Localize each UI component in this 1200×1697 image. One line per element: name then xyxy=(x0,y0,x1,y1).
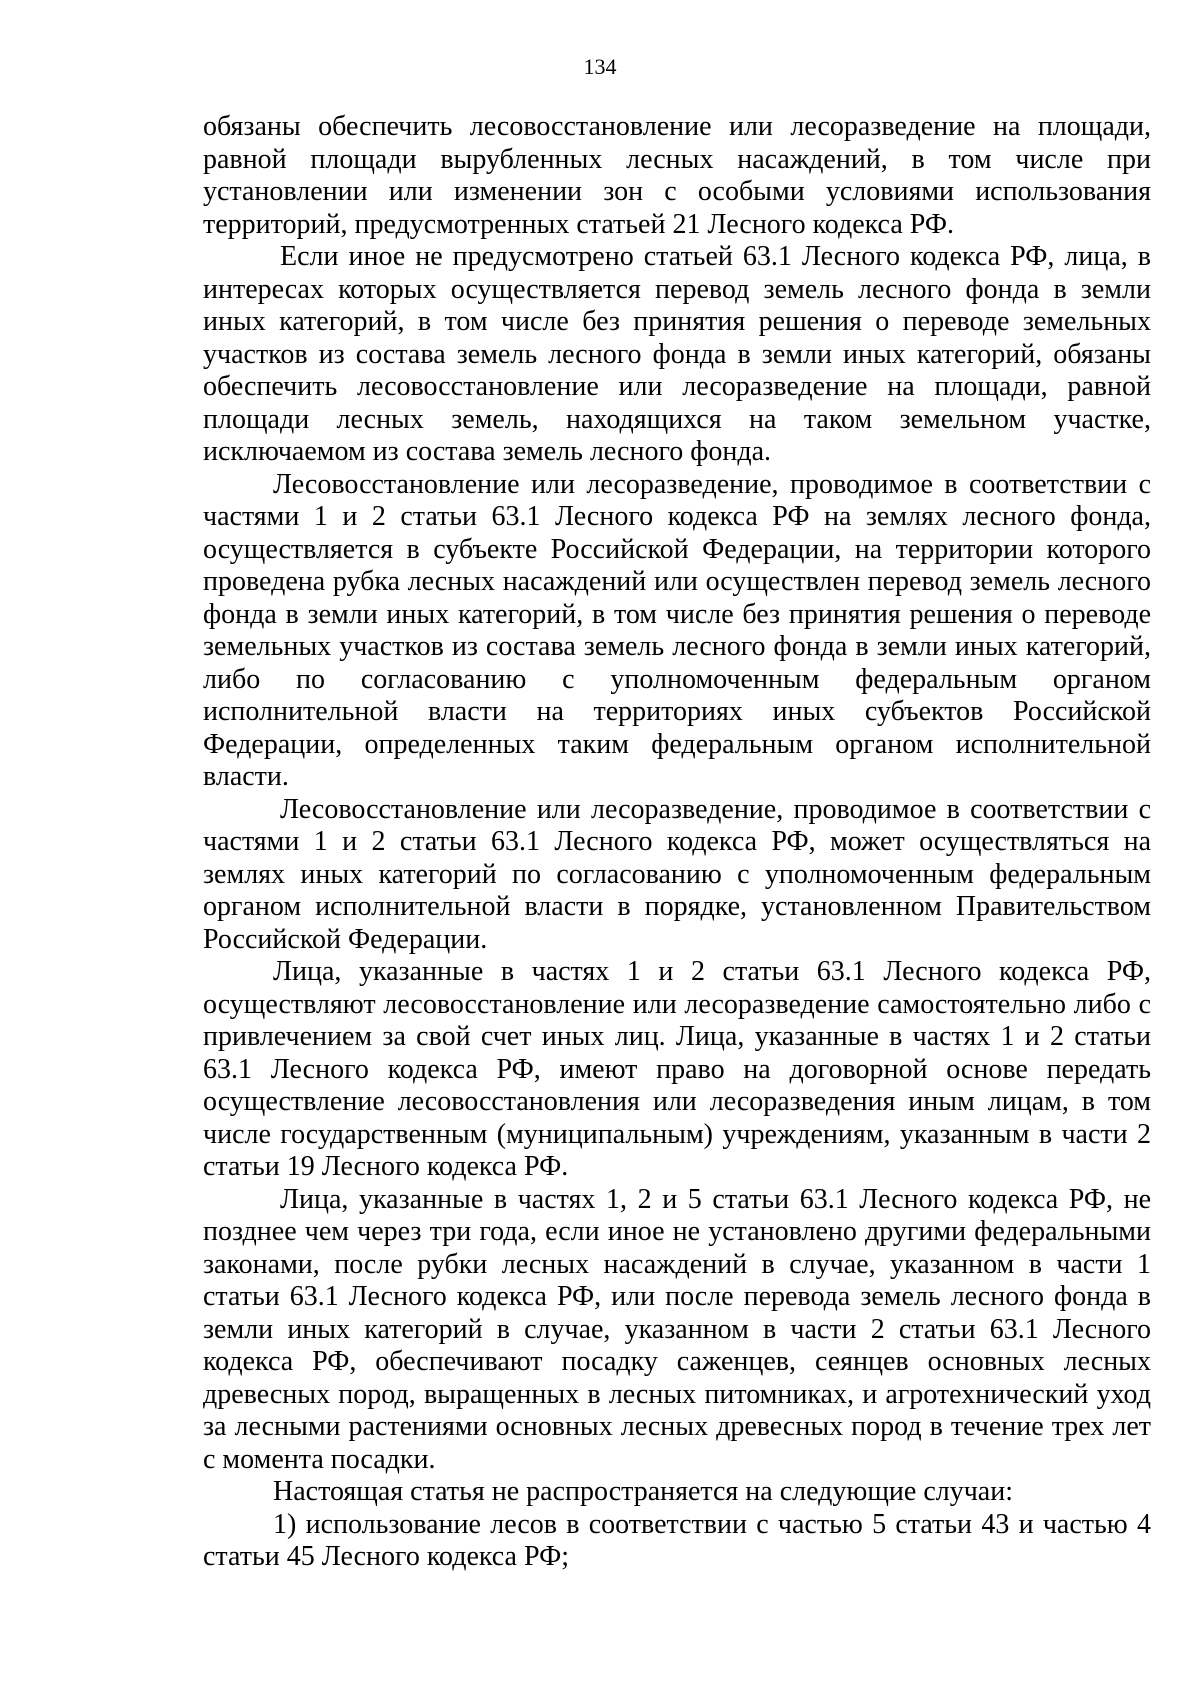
paragraph-other-categories: Лесовосстановление или лесоразведение, проводимое в соответствии с частями 1 и 2 статьи 63.1 Лесного кодекса РФ, может осуществляться на землях иных категорий по согласованию с уполномоченным федеральным органом исполнительной власти в порядке, установленном Правительством Российской Федерации. xyxy=(203,793,1151,955)
paragraph-persons-parts-1-2: Лица, указанные в частях 1 и 2 статьи 63.1 Лесного кодекса РФ, осуществляют лесовосстановление или лесоразведение самостоятельно либо с привлечением за свой счет иных лиц. Лица, указанные в частях 1 и 2 статьи 63.1 Лесного кодекса РФ, имеют право на договорной основе передать осуществление лесовосстановления или лесоразведения иным лицам, в том числе государственным (муниципальным) учреждениям, указанным в части 2 статьи 19 Лесного кодекса РФ. xyxy=(203,956,1151,1182)
paragraph-land-transfer: Если иное не предусмотрено статьей 63.1 Лесного кодекса РФ, лица, в интересах которых осуществляется перевод земель лесного фонда в земли иных категорий, в том числе без принятия решения о переводе земельных участков из состава земель лесного фонда в земли иных категорий, обязаны обеспечить лесовосстановление или лесоразведение на площади, равной площади лесных земель, находящихся на таком земельном участке, исключаемом из состава земель лесного фонда. xyxy=(203,241,1151,467)
paragraph-continuation: обязаны обеспечить лесовосстановление или лесоразведение на площади, равной площади вырубленных лесных насаждений, в том числе при установлении или изменении зон с особыми условиями использования территорий, предусмотренных статьей 21 Лесного кодекса РФ. xyxy=(203,111,1151,240)
paragraph-exclusions-intro: Настоящая статья не распространяется на следующие случаи: xyxy=(273,1476,1013,1507)
document-body xyxy=(203,111,1151,1574)
page-number: 134 xyxy=(583,54,617,79)
list-item-exclusion-1: 1) использование лесов в соответствии с частью 5 статьи 43 и частью 4 статьи 45 Лесного кодекса РФ; xyxy=(203,1508,1151,1572)
paragraph-persons-parts-1-2-5: Лица, указанные в частях 1, 2 и 5 статьи 63.1 Лесного кодекса РФ, не позднее чем через три года, если иное не установлено другими федеральными законами, после рубки лесных насаждений в случае, указанном в части 1 статьи 63.1 Лесного кодекса РФ, или после перевода земель лесного фонда в земли иных категорий в случае, указанном в части 2 статьи 63.1 Лесного кодекса РФ, обеспечивают посадку саженцев, сеянцев основных лесных древесных пород, выращенных в лесных питомниках, и агротехнический уход за лесными растениями основных лесных древесных пород в течение трех лет с момента посадки. xyxy=(203,1183,1151,1475)
paragraph-forest-fund-lands: Лесовосстановление или лесоразведение, проводимое в соответствии с частями 1 и 2 статьи 63.1 Лесного кодекса РФ на землях лесного фонда, осуществляется в субъекте Российской Федерации, на территории которого проведена рубка лесных насаждений или осуществлен перевод земель лесного фонда в земли иных категорий, в том числе без принятия решения о переводе земельных участков из состава земель лесного фонда в земли иных категорий, либо по согласованию с уполномоченным федеральным органом исполнительной власти на территориях иных субъектов Российской Федерации, определенных таким федеральным органом исполнительной власти. xyxy=(203,468,1151,792)
